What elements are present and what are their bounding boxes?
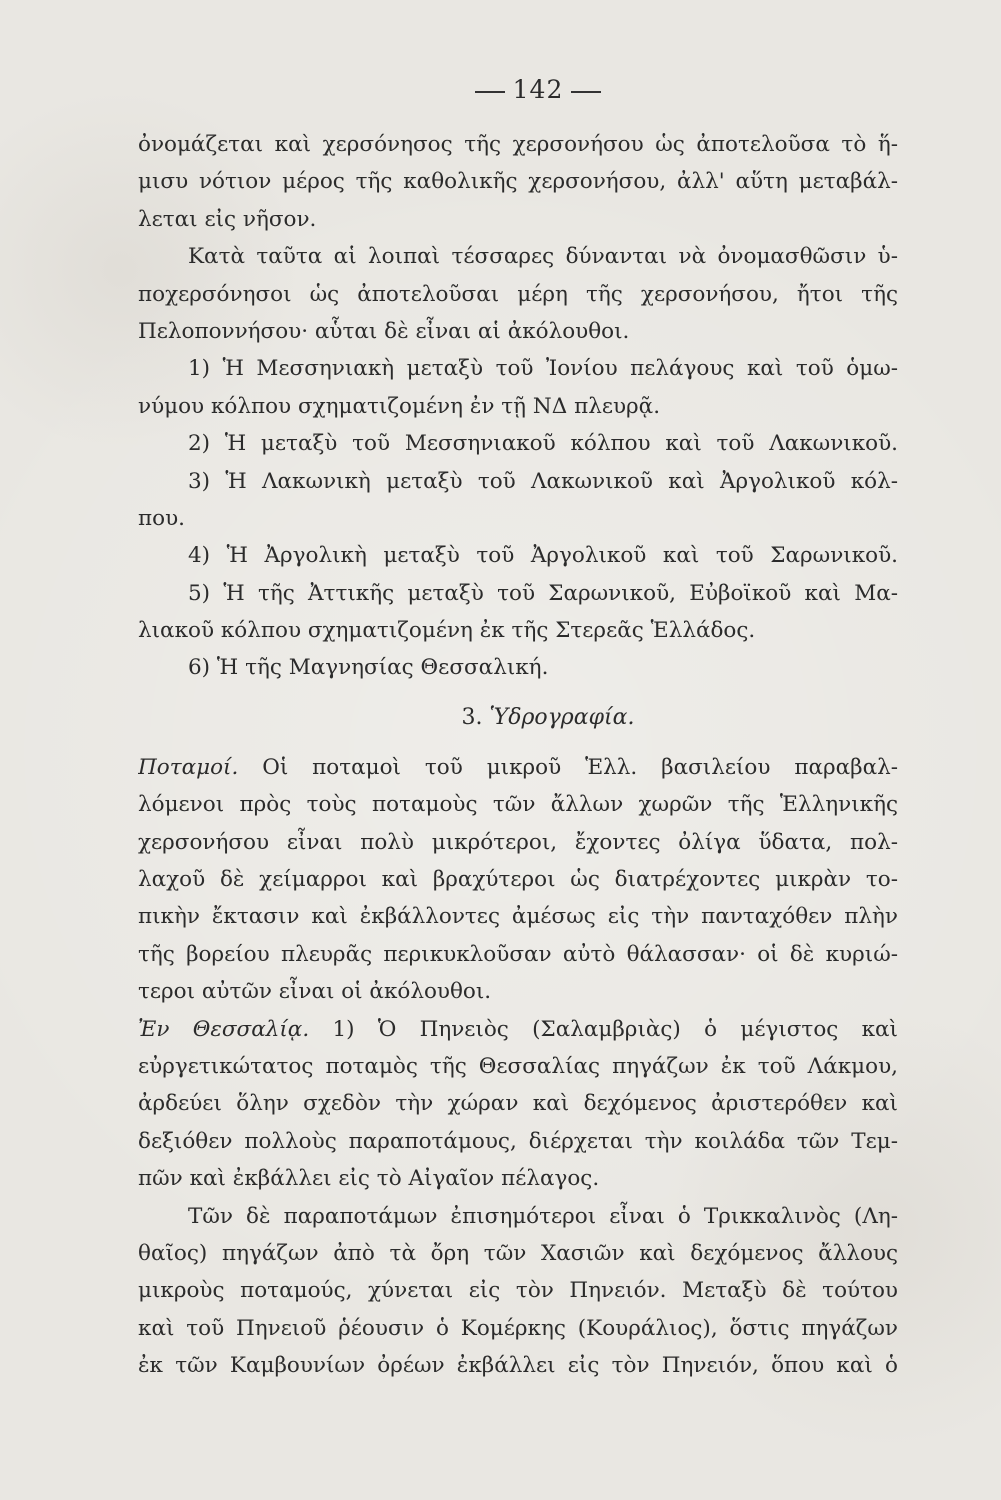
line-text: καὶ τοῦ Πηνειοῦ ῥέουσιν ὁ Κομέρκης (Κουράλιος), ὅστις πηγάζων [138, 1315, 898, 1341]
line-text: Τῶν δὲ παραποτάμων ἐπισημότεροι εἶναι ὁ Τρικκαλινὸς (Λη- [188, 1203, 898, 1229]
italic-lead: Ποταμοί. [138, 754, 239, 780]
line-text: λαχοῦ δὲ χείμαρροι καὶ βραχύτεροι ὡς διατρέχοντες μικρὰν το- [138, 867, 898, 893]
line-text: 3) Ἡ Λακωνικὴ μεταξὺ τοῦ Λακωνικοῦ καὶ Ἀργολικοῦ κόλ- [188, 468, 898, 494]
left-dash [475, 91, 505, 93]
text-line [138, 898, 898, 935]
line-text: Κατὰ ταῦτα αἱ λοιπαὶ τέσσαρες δύνανται νὰ ὀνομασθῶσιν ὑ- [188, 244, 898, 270]
text-line [138, 238, 898, 275]
text-line [138, 786, 898, 823]
line-text: ποχερσόνησοι ὡς ἀποτελοῦσαι μέρη τῆς χερσονήσου, ἤτοι τῆς [138, 281, 898, 307]
text-line [138, 163, 898, 200]
right-dash [571, 91, 601, 93]
line-text: 1) Ὁ Πηνειὸς (Σαλαμβριὰς) ὁ μέγιστος καὶ [309, 1016, 898, 1042]
text-line [138, 1347, 898, 1384]
text-line [138, 1310, 898, 1347]
page-body [138, 72, 898, 1385]
line-text: εὐργετικώτατος ποταμὸς τῆς Θεσσαλίας πηγάζων ἐκ τοῦ Λάκμου, [138, 1053, 898, 1079]
text-line [138, 350, 898, 387]
text-line [138, 425, 898, 462]
line-text: Πελοποννήσου· αὗται δὲ εἶναι αἱ ἀκόλουθοι. [138, 318, 630, 344]
page-number-header [178, 72, 898, 108]
line-text: τεροι αὐτῶν εἶναι οἱ ἀκόλουθοι. [138, 979, 492, 1005]
line-text: θαῖος) πηγάζων ἀπὸ τὰ ὄρη τῶν Χασιῶν καὶ δεχόμενος ἄλλους [138, 1240, 898, 1266]
text-line [138, 749, 898, 786]
line-text: ἐκ τῶν Καμβουνίων ὀρέων ἐκβάλλει εἰς τὸν Πηνειόν, ὅπου καὶ ὁ [138, 1353, 898, 1379]
line-text: 1) Ἡ Μεσσηνιακὴ μεταξὺ τοῦ Ἰονίου πελάγους καὶ τοῦ ὁμω- [188, 356, 898, 382]
text-line [138, 1011, 898, 1048]
line-text: 6) Ἡ τῆς Μαγνησίας Θεσσαλική. [188, 655, 549, 681]
text-line [138, 824, 898, 861]
line-text: λιακοῦ κόλπου σχηματιζομένη ἐκ τῆς Στερεᾶς Ἑλλάδος. [138, 618, 756, 644]
line-text: μικροὺς ποταμούς, χύνεται εἰς τὸν Πηνειόν. Μεταξὺ δὲ τούτου [138, 1278, 898, 1304]
text-line [138, 1272, 898, 1309]
section-title: Ὑδρογραφία. [489, 704, 635, 730]
line-text: χερσονήσου εἶναι πολὺ μικρότεροι, ἔχοντες ὀλίγα ὕδατα, πολ- [138, 829, 898, 855]
text-line [138, 388, 898, 425]
text-line [138, 612, 898, 649]
line-text: λεται εἰς νῆσον. [138, 206, 317, 232]
line-text: ἀρδεύει ὅλην σχεδὸν τὴν χώραν καὶ δεχόμενος ἀριστερόθεν καὶ [138, 1091, 898, 1117]
line-text: ὀνομάζεται καὶ χερσόνησος τῆς χερσονήσου ὡς ἀποτελοῦσα τὸ ἥ- [138, 132, 898, 157]
line-text: που. [138, 505, 185, 531]
section-heading [138, 687, 898, 749]
text-line [138, 1198, 898, 1235]
italic-lead: Ἐν Θεσσαλίᾳ. [138, 1016, 310, 1042]
text-line [138, 276, 898, 313]
line-text: πικὴν ἔκτασιν καὶ ἐκβάλλοντες ἀμέσως εἰς τὴν πανταχόθεν πλὴν [138, 904, 898, 930]
text-line [138, 201, 898, 238]
line-text: μισυ νότιον μέρος τῆς καθολικῆς χερσονήσου, ἀλλ' αὕτη μεταβάλ- [138, 169, 898, 195]
line-text: 4) Ἡ Ἀργολικὴ μεταξὺ τοῦ Ἀργολικοῦ καὶ τοῦ Σαρωνικοῦ. [188, 543, 898, 569]
text-line [138, 463, 898, 500]
line-text: Οἱ ποταμοὶ τοῦ μικροῦ Ἑλλ. βασιλείου παραβαλ- [238, 754, 898, 780]
page-number: 142 [512, 75, 564, 104]
text-line [138, 936, 898, 973]
line-text: 2) Ἡ μεταξὺ τοῦ Μεσσηνιακοῦ κόλπου καὶ τοῦ Λακωνικοῦ. [188, 431, 898, 457]
text-line [138, 1085, 898, 1122]
text-line [138, 313, 898, 350]
line-text: 5) Ἡ τῆς Ἀττικῆς μεταξὺ τοῦ Σαρωνικοῦ, Εὐβοϊκοῦ καὶ Μα- [188, 580, 898, 606]
text-line [138, 126, 898, 163]
text-line [138, 1123, 898, 1160]
text-line [138, 1160, 898, 1197]
line-text: τῆς βορείου πλευρᾶς περικυκλοῦσαν αὐτὸ θάλασσαν· οἱ δὲ κυριώ- [138, 941, 898, 967]
text-line [138, 575, 898, 612]
line-text: πῶν καὶ ἐκβάλλει εἰς τὸ Αἰγαῖον πέλαγος. [138, 1166, 600, 1192]
section-number: 3. [461, 704, 483, 730]
text-line [138, 1048, 898, 1085]
line-text: δεξιόθεν πολλοὺς παραποτάμους, διέρχεται τὴν κοιλάδα τῶν Τεμ- [138, 1128, 898, 1154]
line-text: λόμενοι πρὸς τοὺς ποταμοὺς τῶν ἄλλων χωρῶν τῆς Ἑλληνικῆς [138, 792, 898, 818]
text-line [138, 649, 898, 686]
text-line [138, 537, 898, 574]
text-line [138, 861, 898, 898]
text-block-rivers [138, 749, 898, 1385]
text-line [138, 1235, 898, 1272]
text-line [138, 973, 898, 1010]
line-text: νύμου κόλπου σχηματιζομένη ἐν τῇ ΝΔ πλευρᾷ. [138, 393, 661, 419]
text-block-peninsulas [138, 126, 898, 687]
text-line [138, 500, 898, 537]
